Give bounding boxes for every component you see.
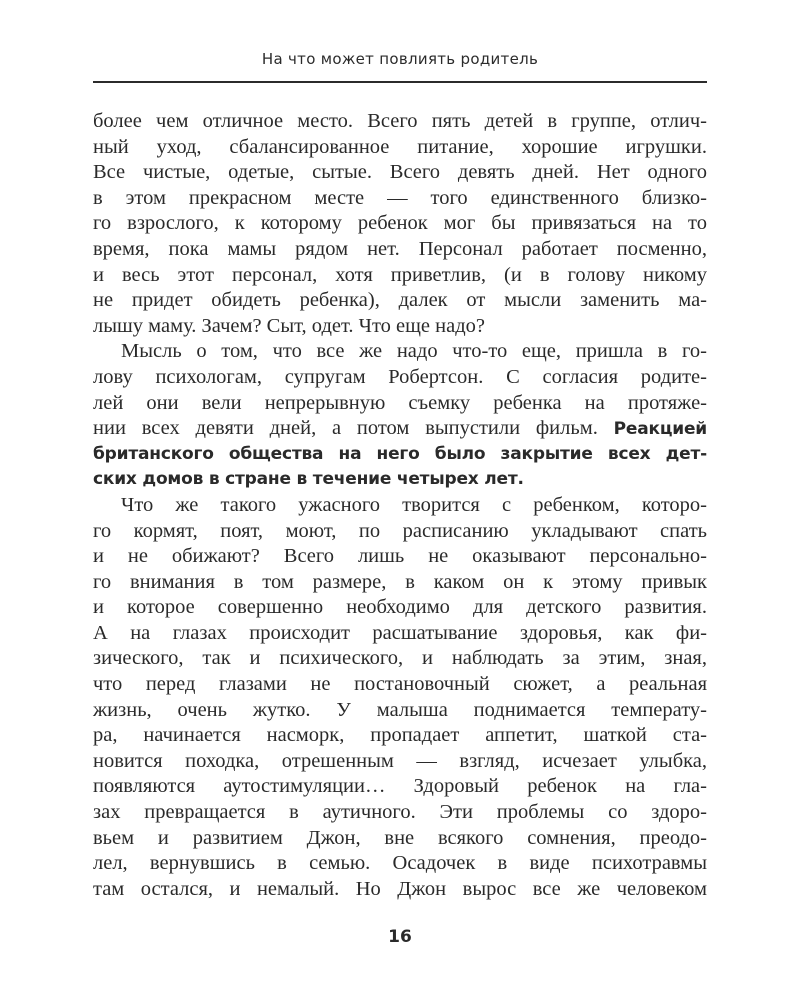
text-line: не придет обидеть ребенка), далек от мысли заменить ма- xyxy=(93,289,707,312)
text-line: появляются аутостимуляции… Здоровый ребенок на гла- xyxy=(93,775,707,798)
bold-emphasis-line: британского общества на него было закрытие всех дет- xyxy=(93,443,707,464)
text-line: го кормят, поят, моют, по расписанию укладывают спать xyxy=(93,519,707,542)
text-line: жизнь, очень жутко. У малыша поднимается температу- xyxy=(93,698,707,721)
text-line: лей они вели непрерывную съемку ребенка на протяже- xyxy=(93,391,707,414)
text-line xyxy=(93,416,707,442)
bold-emphasis-line: ских домов в стране в течение четырех лет. xyxy=(93,469,524,490)
page-number: 16 xyxy=(388,927,412,947)
text-segment: нии всех девяти дней, а потом выпустили фильм. xyxy=(93,417,614,440)
text-line: время, пока мамы рядом нет. Персонал работает посменно, xyxy=(93,237,707,260)
text-line: зах превращается в аутичного. Эти проблемы со здоро- xyxy=(93,801,707,824)
text-line: и которое совершенно необходимо для детского развития. xyxy=(93,596,707,619)
header-divider xyxy=(93,81,707,83)
text-line: го внимания в том размере, в каком он к этому привык xyxy=(93,570,707,593)
text-line: Все чистые, одетые, сытые. Всего девять дней. Нет одного xyxy=(93,161,707,184)
running-head-title: На что может повлиять родитель xyxy=(261,50,539,68)
text-line: и не обижают? Всего лишь не оказывают персонально- xyxy=(93,545,707,568)
text-line: новится походка, отрешенным — взгляд, исчезает улыбка, xyxy=(93,749,707,772)
text-line: Мысль о том, что все же надо что-то еще, пришла в го- xyxy=(121,340,707,363)
text-line: и весь этот персонал, хотя приветлив, (и в голову никому xyxy=(93,263,707,286)
text-line: там остался, и немалый. Но Джон вырос все же человеком xyxy=(93,877,707,900)
text-line: А на глазах происходит расшатывание здоровья, как фи- xyxy=(93,621,707,644)
text-line: Что же такого ужасного творится с ребенком, которо- xyxy=(121,493,707,516)
bold-emphasis: Реакцией xyxy=(613,419,707,440)
page-body xyxy=(93,109,707,902)
text-line: что перед глазами не постановочный сюжет, а реальная xyxy=(93,673,707,696)
text-line: го взрослого, к которому ребенок мог бы привязаться на то xyxy=(93,212,707,235)
text-line: лел, вернувшись в семью. Осадочек в виде психотравмы xyxy=(93,852,707,875)
text-line: лову психологам, супругам Робертсон. С согласия родите- xyxy=(93,365,707,388)
text-line: в этом прекрасном месте — того единственного близко- xyxy=(93,186,707,209)
text-line: зического, так и психического, и наблюдать за этим, зная, xyxy=(93,647,707,670)
text-line: вьем и развитием Джон, вне всякого сомнения, преодо- xyxy=(93,826,707,849)
text-line: ра, начинается насморк, пропадает аппетит, шаткой ста- xyxy=(93,724,707,747)
text-line: лышу маму. Зачем? Сыт, одет. Что еще надо? xyxy=(93,314,485,337)
text-line: более чем отличное место. Всего пять детей в группе, отлич- xyxy=(93,110,707,132)
text-line: ный уход, сбалансированное питание, хорошие игрушки. xyxy=(93,135,707,158)
